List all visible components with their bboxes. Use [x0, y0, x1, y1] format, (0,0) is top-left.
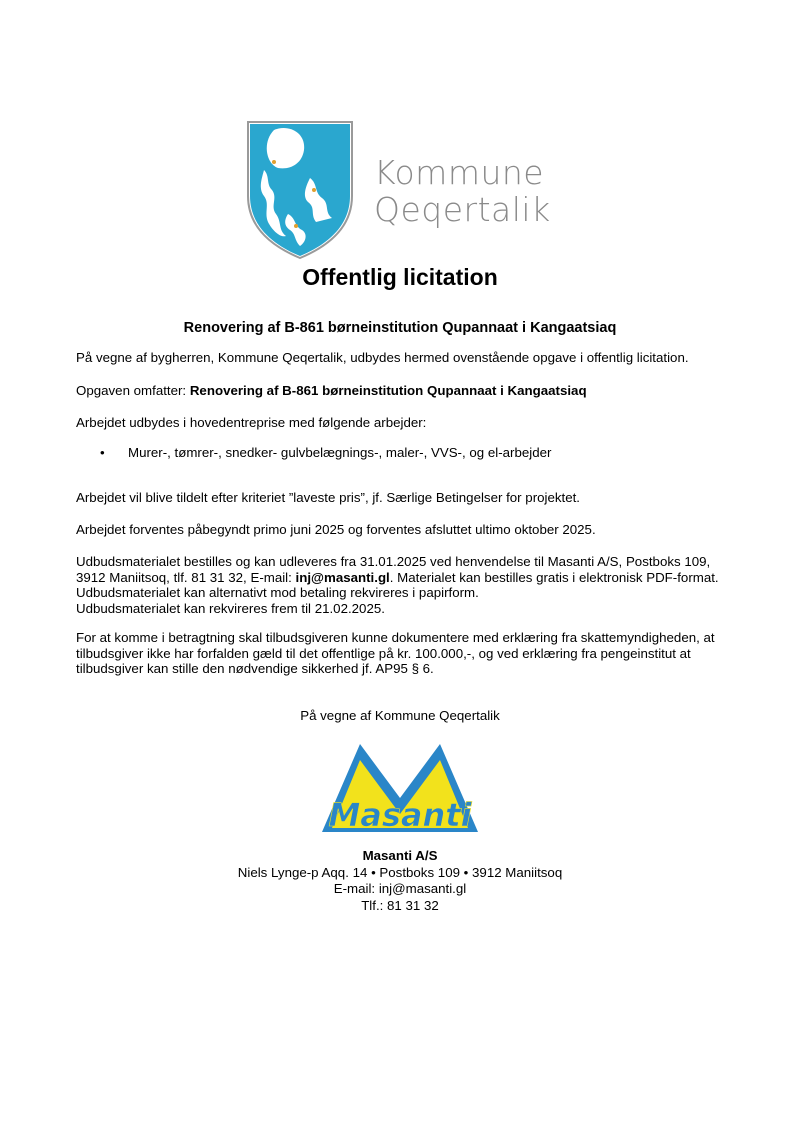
- material-text-2: . Materialet kan bestilles gratis i elektronisk PDF-format. Udbudsmaterialet kan alternativt mod betaling rekvireres i papirform.: [76, 569, 719, 600]
- paragraph-criteria: Arbejdet vil blive tildelt efter kriteriet ”laveste pris”, jf. Særlige Betingelser for projektet.: [76, 490, 581, 505]
- paragraph-works-intro: Arbejdet udbydes i hovedentreprise med følgende arbejder:: [76, 415, 427, 430]
- material-email-link[interactable]: inj@masanti.gl: [295, 569, 390, 585]
- on-behalf-line: På vegne af Kommune Qeqertalik: [300, 708, 500, 723]
- material-text-1: Udbudsmaterialet bestilles og kan udleveres fra 31.01.2025 ved henvendelse til Masanti A/S, Postboks 109, 3912 Maniitsoq, tlf. 81 31 32, E-mail:: [76, 554, 711, 585]
- company-name: Masanti A/S: [362, 848, 438, 863]
- logo-line-2: Qeqertalik: [374, 190, 551, 229]
- company-footer: [0, 848, 800, 914]
- paragraph-scope: [76, 383, 736, 399]
- bullet-icon: •: [100, 445, 105, 460]
- paragraph-material: [76, 554, 736, 616]
- page-title: Offentlig licitation: [302, 264, 498, 290]
- material-deadline: Udbudsmaterialet kan rekvireres frem til 21.02.2025.: [76, 600, 385, 616]
- company-phone: Tlf.: 81 31 32: [361, 897, 439, 913]
- coat-of-arms-icon: [244, 118, 356, 260]
- kommune-logo: [244, 118, 551, 260]
- scope-value: Renovering af B-861 børneinstitution Qupannaat i Kangaatsiaq: [189, 383, 587, 398]
- company-email[interactable]: E-mail: inj@masanti.gl: [333, 881, 467, 896]
- paragraph-requirements: For at komme i betragtning skal tilbudsgiveren kunne dokumentere med erklæring fra skattemyndigheden, at tilbudsgiver ikke har forfalden gæld til det offentlige på kr. 100.000,-, og ved erklæring fra pengeinstitut at tilbudsgiver kan stille den nødvendige sikkerhed jf. AP95 § 6.: [76, 630, 715, 676]
- masanti-logo-text: Masanti: [328, 796, 472, 834]
- scope-label: Opgaven omfatter:: [76, 383, 190, 398]
- paragraph-timeline: Arbejdet forventes påbegyndt primo juni 2025 og forventes afsluttet ultimo oktober 2025.: [76, 522, 596, 537]
- kommune-name: [374, 154, 551, 228]
- page-subtitle: Renovering af B-861 børneinstitution Qupannaat i Kangaatsiaq: [183, 320, 617, 336]
- logo-line-1: Kommune: [374, 153, 545, 192]
- masanti-logo: [318, 738, 482, 834]
- paragraph-intro: På vegne af bygherren, Kommune Qeqertalik, udbydes hermed ovenstående opgave i offentlig licitation.: [76, 350, 689, 365]
- company-address: Niels Lynge-p Aqq. 14 • Postboks 109 • 3912 Maniitsoq: [237, 864, 563, 880]
- list-item-text: Murer-, tømrer-, snedker- gulvbelægnings-, maler-, VVS-, og el-arbejder: [128, 445, 552, 460]
